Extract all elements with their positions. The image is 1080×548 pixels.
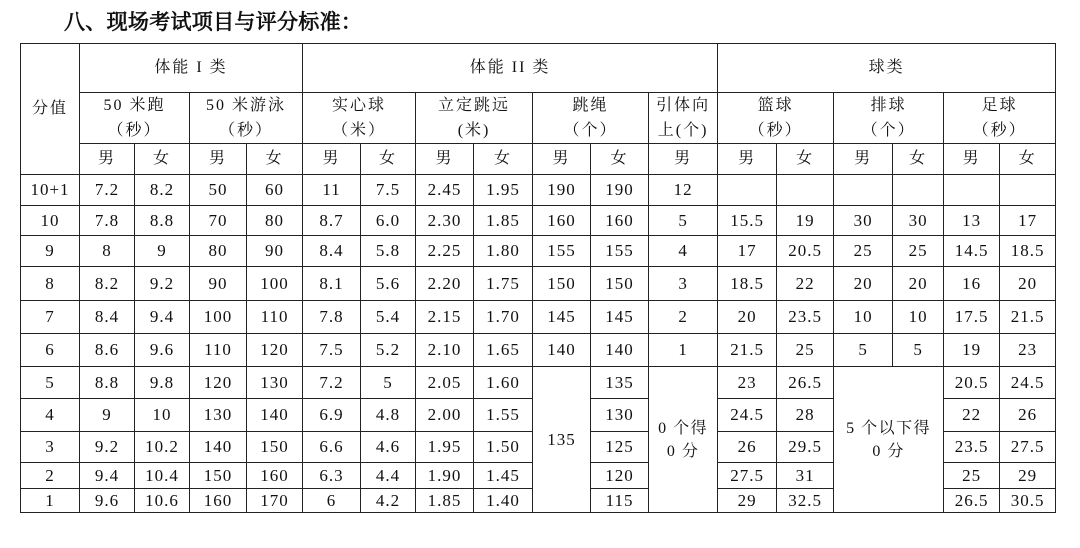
value-cell: 13 (944, 206, 1000, 236)
value-cell: 1.70 (474, 301, 533, 334)
score-cell: 2 (21, 463, 80, 489)
value-cell: 1.60 (474, 367, 533, 399)
value-cell: 150 (591, 267, 649, 301)
value-cell: 22 (777, 267, 834, 301)
value-cell: 90 (247, 236, 303, 267)
value-cell: 9.6 (80, 489, 135, 513)
value-cell: 140 (247, 399, 303, 432)
value-cell: 80 (247, 206, 303, 236)
value-cell: 5 (361, 367, 416, 399)
value-cell: 24.5 (1000, 367, 1056, 399)
item-unit: （个） (861, 122, 916, 139)
item-header-volleyball (834, 93, 944, 144)
value-cell: 7.8 (303, 301, 361, 334)
value-cell: 6.9 (303, 399, 361, 432)
item-unit: （米） (332, 122, 387, 139)
value-cell: 8.6 (80, 334, 135, 367)
value-cell: 12 (649, 175, 718, 206)
empty-cell (893, 175, 944, 206)
pullup-merged-cell (649, 367, 718, 513)
value-cell: 150 (533, 267, 591, 301)
value-cell: 2.05 (416, 367, 474, 399)
value-cell: 70 (190, 206, 247, 236)
value-cell: 9.4 (80, 463, 135, 489)
value-cell: 8.7 (303, 206, 361, 236)
item-header-50m-run (80, 93, 190, 144)
value-cell: 160 (247, 463, 303, 489)
group-header-fitness-1: 体能 I 类 (80, 44, 303, 93)
value-cell: 6 (303, 489, 361, 513)
item-unit: 上(个) (657, 122, 709, 139)
value-cell: 2.10 (416, 334, 474, 367)
gender-header: 女 (777, 144, 834, 175)
value-cell: 5.6 (361, 267, 416, 301)
value-cell: 29 (1000, 463, 1056, 489)
value-cell: 8.4 (303, 236, 361, 267)
value-cell: 2 (649, 301, 718, 334)
value-cell: 23.5 (777, 301, 834, 334)
value-cell: 9.2 (80, 432, 135, 463)
value-cell: 17 (718, 236, 777, 267)
value-cell: 150 (190, 463, 247, 489)
value-cell: 100 (190, 301, 247, 334)
value-cell: 4.8 (361, 399, 416, 432)
value-cell: 8.2 (135, 175, 190, 206)
value-cell: 155 (591, 236, 649, 267)
gender-header: 男 (416, 144, 474, 175)
value-cell: 20.5 (944, 367, 1000, 399)
header-row-genders (21, 144, 1056, 175)
value-cell: 4 (649, 236, 718, 267)
gender-header: 女 (591, 144, 649, 175)
value-cell: 160 (591, 206, 649, 236)
item-unit: (米) (457, 122, 491, 139)
value-cell: 7.5 (303, 334, 361, 367)
value-cell: 29 (718, 489, 777, 513)
gender-header: 女 (893, 144, 944, 175)
value-cell: 120 (591, 463, 649, 489)
item-unit: （秒） (748, 122, 803, 139)
value-cell: 110 (190, 334, 247, 367)
page-title: 八、现场考试项目与评分标准： (64, 10, 363, 34)
value-cell: 20 (834, 267, 893, 301)
value-cell: 23 (1000, 334, 1056, 367)
value-cell: 110 (247, 301, 303, 334)
scoring-table (20, 43, 1056, 513)
value-cell: 26 (1000, 399, 1056, 432)
value-cell: 26 (718, 432, 777, 463)
gender-header: 女 (135, 144, 190, 175)
value-cell: 21.5 (718, 334, 777, 367)
header-row-groups (21, 44, 1056, 93)
value-cell: 28 (777, 399, 834, 432)
item-unit: （秒） (107, 122, 162, 139)
score-cell: 3 (21, 432, 80, 463)
value-cell: 10.6 (135, 489, 190, 513)
value-cell: 20 (718, 301, 777, 334)
value-cell: 8 (80, 236, 135, 267)
item-header-standing-jump (416, 93, 533, 144)
group-header-ball: 球类 (718, 44, 1056, 93)
merged-line: 0 分 (666, 442, 700, 460)
value-cell: 25 (944, 463, 1000, 489)
value-cell: 1.85 (416, 489, 474, 513)
value-cell: 9.4 (135, 301, 190, 334)
value-cell: 160 (190, 489, 247, 513)
value-cell: 140 (190, 432, 247, 463)
value-cell: 1.85 (474, 206, 533, 236)
value-cell: 80 (190, 236, 247, 267)
value-cell: 17.5 (944, 301, 1000, 334)
value-cell: 2.15 (416, 301, 474, 334)
value-cell: 9 (80, 399, 135, 432)
value-cell: 26.5 (777, 367, 834, 399)
value-cell: 6.6 (303, 432, 361, 463)
item-unit: （秒） (972, 122, 1027, 139)
item-name: 50 米跑 (103, 97, 166, 114)
value-cell: 155 (533, 236, 591, 267)
score-cell: 10 (21, 206, 80, 236)
value-cell: 7.5 (361, 175, 416, 206)
volleyball-merged-cell (834, 367, 944, 513)
value-cell: 26.5 (944, 489, 1000, 513)
value-cell: 130 (190, 399, 247, 432)
value-cell: 23.5 (944, 432, 1000, 463)
score-cell: 1 (21, 489, 80, 513)
value-cell: 7.2 (303, 367, 361, 399)
value-cell: 1.45 (474, 463, 533, 489)
value-cell: 8.1 (303, 267, 361, 301)
value-cell: 18.5 (1000, 236, 1056, 267)
value-cell: 9.8 (135, 367, 190, 399)
value-cell: 8.4 (80, 301, 135, 334)
value-cell: 3 (649, 267, 718, 301)
item-header-medicine-ball (303, 93, 416, 144)
value-cell: 1.90 (416, 463, 474, 489)
value-cell: 4.2 (361, 489, 416, 513)
item-name: 足球 (981, 97, 1018, 114)
score-cell: 9 (21, 236, 80, 267)
value-cell: 5 (834, 334, 893, 367)
item-name: 跳绳 (572, 97, 609, 114)
value-cell: 145 (591, 301, 649, 334)
item-header-50m-swim (190, 93, 303, 144)
value-cell: 16 (944, 267, 1000, 301)
value-cell: 1.95 (474, 175, 533, 206)
value-cell: 130 (591, 399, 649, 432)
value-cell: 2.00 (416, 399, 474, 432)
value-cell: 90 (190, 267, 247, 301)
value-cell: 25 (777, 334, 834, 367)
score-cell: 6 (21, 334, 80, 367)
value-cell: 20 (1000, 267, 1056, 301)
value-cell: 19 (777, 206, 834, 236)
merged-line: 5 个以下得 (846, 419, 932, 437)
value-cell: 5.2 (361, 334, 416, 367)
score-cell: 7 (21, 301, 80, 334)
value-cell: 1.50 (474, 432, 533, 463)
item-unit: （秒） (219, 122, 274, 139)
item-name: 50 米游泳 (206, 97, 287, 114)
merged-line: 0 分 (872, 442, 905, 460)
value-cell: 60 (247, 175, 303, 206)
score-row (21, 175, 1056, 206)
gender-header: 男 (944, 144, 1000, 175)
value-cell: 30 (893, 206, 944, 236)
value-cell: 160 (533, 206, 591, 236)
gender-header: 男 (533, 144, 591, 175)
score-cell: 4 (21, 399, 80, 432)
value-cell: 25 (893, 236, 944, 267)
value-cell: 10.4 (135, 463, 190, 489)
value-cell: 10 (135, 399, 190, 432)
score-row (21, 206, 1056, 236)
gender-header: 女 (1000, 144, 1056, 175)
item-unit: （个） (563, 122, 618, 139)
score-row (21, 334, 1056, 367)
value-cell: 32.5 (777, 489, 834, 513)
value-cell: 7.2 (80, 175, 135, 206)
group-header-fitness-2: 体能 II 类 (303, 44, 718, 93)
value-cell: 8.2 (80, 267, 135, 301)
empty-cell (718, 175, 777, 206)
value-cell: 21.5 (1000, 301, 1056, 334)
value-cell: 145 (533, 301, 591, 334)
value-cell: 1.80 (474, 236, 533, 267)
value-cell: 17 (1000, 206, 1056, 236)
item-header-basketball (718, 93, 834, 144)
value-cell: 27.5 (1000, 432, 1056, 463)
value-cell: 8.8 (135, 206, 190, 236)
value-cell: 25 (834, 236, 893, 267)
value-cell: 14.5 (944, 236, 1000, 267)
item-name: 篮球 (757, 97, 794, 114)
gender-header: 男 (303, 144, 361, 175)
gender-header: 男 (718, 144, 777, 175)
value-cell: 1 (649, 334, 718, 367)
value-cell: 120 (190, 367, 247, 399)
value-cell: 6.0 (361, 206, 416, 236)
value-cell: 4.4 (361, 463, 416, 489)
value-cell: 8.8 (80, 367, 135, 399)
rope-male-merged-cell: 135 (533, 367, 591, 513)
score-cell: 8 (21, 267, 80, 301)
value-cell: 5 (649, 206, 718, 236)
value-cell: 1.95 (416, 432, 474, 463)
gender-header: 男 (649, 144, 718, 175)
score-header: 分值 (21, 44, 80, 175)
gender-header: 男 (834, 144, 893, 175)
value-cell: 140 (533, 334, 591, 367)
value-cell: 150 (247, 432, 303, 463)
value-cell: 140 (591, 334, 649, 367)
value-cell: 125 (591, 432, 649, 463)
value-cell: 1.55 (474, 399, 533, 432)
value-cell: 18.5 (718, 267, 777, 301)
value-cell: 29.5 (777, 432, 834, 463)
value-cell: 30.5 (1000, 489, 1056, 513)
value-cell: 10 (893, 301, 944, 334)
header-row-items (21, 93, 1056, 144)
value-cell: 1.40 (474, 489, 533, 513)
value-cell: 9 (135, 236, 190, 267)
score-row (21, 301, 1056, 334)
value-cell: 20.5 (777, 236, 834, 267)
value-cell: 23 (718, 367, 777, 399)
empty-cell (1000, 175, 1056, 206)
score-row (21, 236, 1056, 267)
value-cell: 120 (247, 334, 303, 367)
item-header-football (944, 93, 1056, 144)
value-cell: 4.6 (361, 432, 416, 463)
value-cell: 19 (944, 334, 1000, 367)
gender-header: 男 (80, 144, 135, 175)
value-cell: 24.5 (718, 399, 777, 432)
item-name: 实心球 (332, 97, 387, 114)
empty-cell (834, 175, 893, 206)
score-cell: 10+1 (21, 175, 80, 206)
empty-cell (777, 175, 834, 206)
value-cell: 9.6 (135, 334, 190, 367)
value-cell: 50 (190, 175, 247, 206)
value-cell: 27.5 (718, 463, 777, 489)
value-cell: 5 (893, 334, 944, 367)
value-cell: 5.4 (361, 301, 416, 334)
value-cell: 115 (591, 489, 649, 513)
value-cell: 170 (247, 489, 303, 513)
value-cell: 135 (591, 367, 649, 399)
value-cell: 9.2 (135, 267, 190, 301)
value-cell: 2.30 (416, 206, 474, 236)
value-cell: 31 (777, 463, 834, 489)
value-cell: 7.8 (80, 206, 135, 236)
value-cell: 2.25 (416, 236, 474, 267)
gender-header: 女 (361, 144, 416, 175)
value-cell: 30 (834, 206, 893, 236)
item-header-rope-skipping (533, 93, 649, 144)
gender-header: 女 (474, 144, 533, 175)
value-cell: 2.45 (416, 175, 474, 206)
item-header-pull-up (649, 93, 718, 144)
item-name: 排球 (870, 97, 907, 114)
value-cell: 1.75 (474, 267, 533, 301)
value-cell: 15.5 (718, 206, 777, 236)
value-cell: 1.65 (474, 334, 533, 367)
value-cell: 22 (944, 399, 1000, 432)
value-cell: 20 (893, 267, 944, 301)
score-cell: 5 (21, 367, 80, 399)
score-row (21, 367, 1056, 399)
value-cell: 6.3 (303, 463, 361, 489)
merged-line: 0 个得 (658, 419, 709, 437)
value-cell: 5.8 (361, 236, 416, 267)
value-cell: 130 (247, 367, 303, 399)
value-cell: 10.2 (135, 432, 190, 463)
gender-header: 女 (247, 144, 303, 175)
item-name: 立定跳远 (438, 97, 511, 114)
value-cell: 2.20 (416, 267, 474, 301)
empty-cell (944, 175, 1000, 206)
gender-header: 男 (190, 144, 247, 175)
item-name: 引体向 (656, 97, 711, 114)
score-row (21, 267, 1056, 301)
value-cell: 190 (533, 175, 591, 206)
value-cell: 10 (834, 301, 893, 334)
value-cell: 190 (591, 175, 649, 206)
value-cell: 100 (247, 267, 303, 301)
value-cell: 11 (303, 175, 361, 206)
